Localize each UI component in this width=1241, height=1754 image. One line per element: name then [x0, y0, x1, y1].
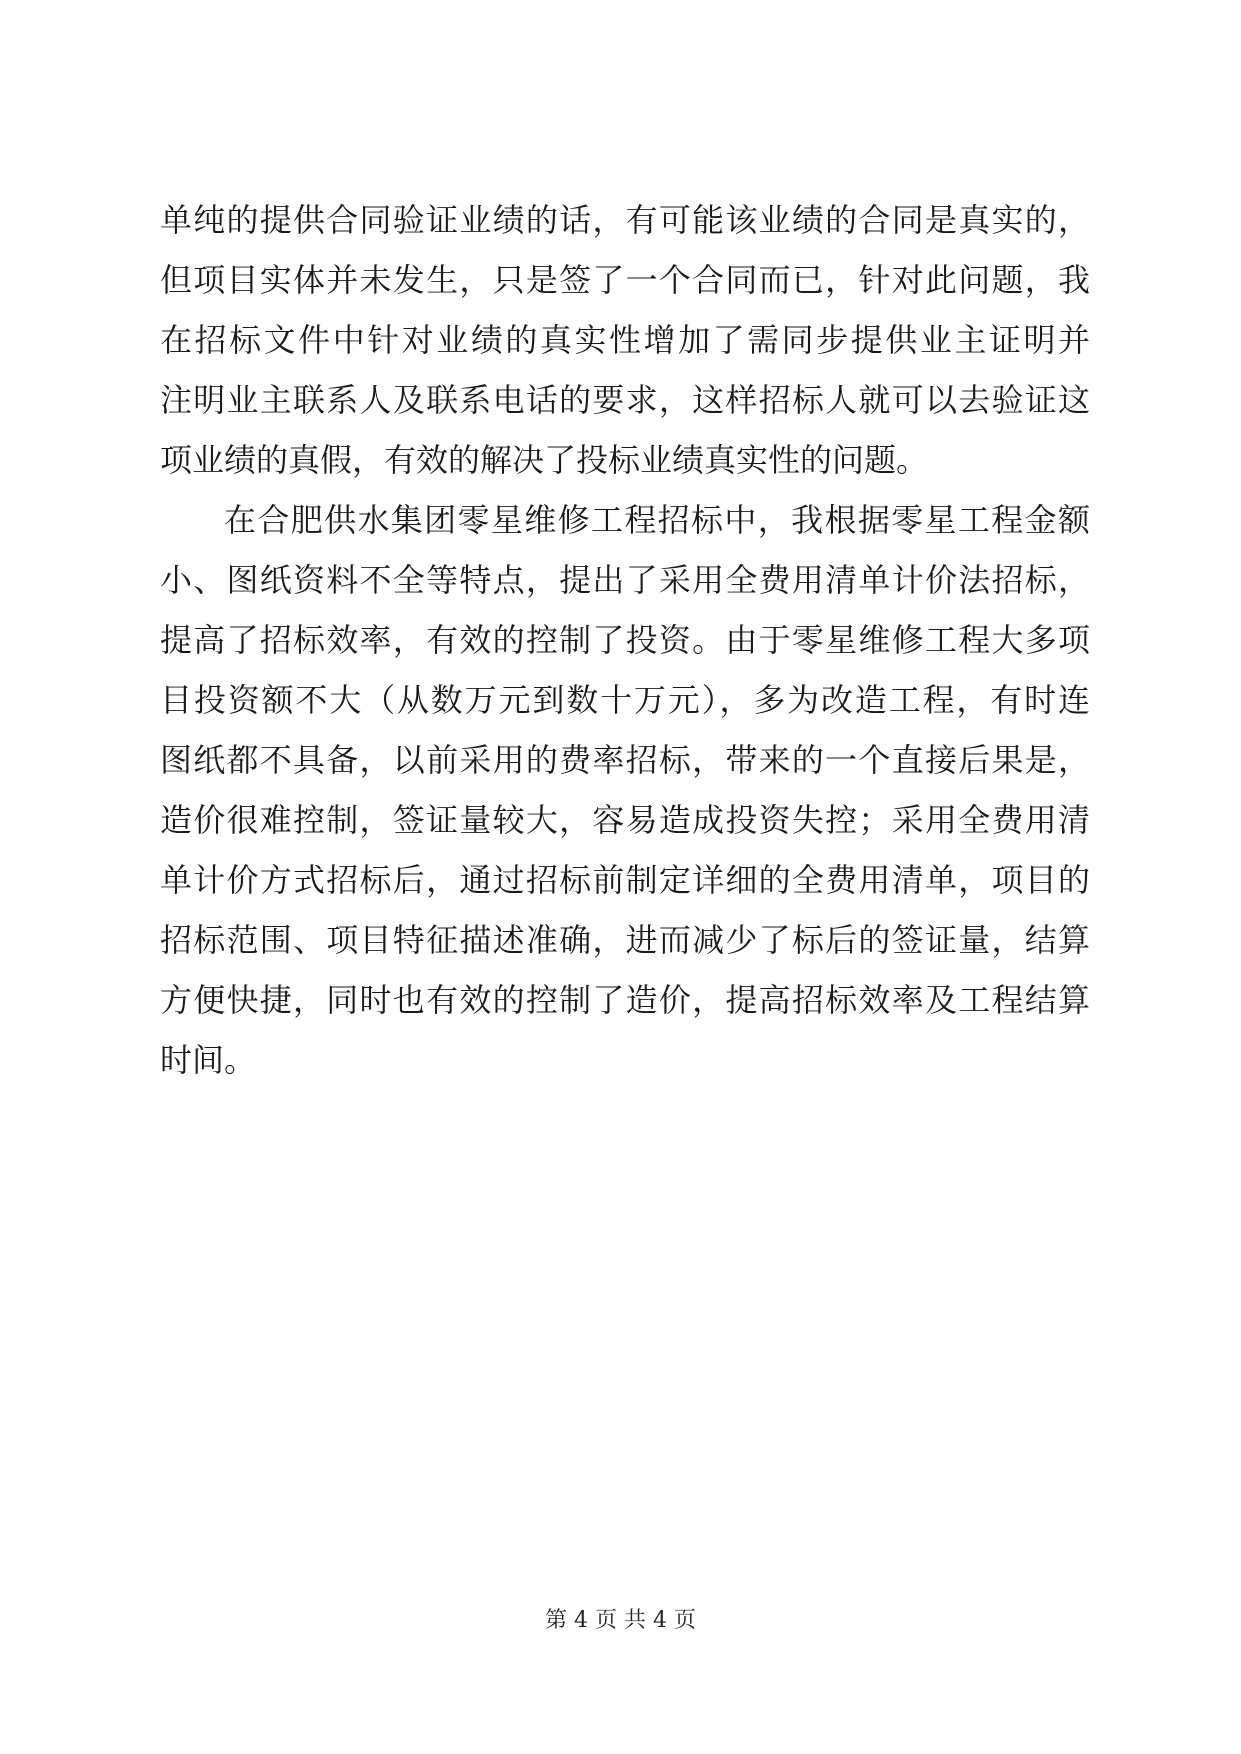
paragraph-1-line-5: 项业绩的真假，有效的解决了投标业绩真实性的问题。 — [160, 441, 929, 479]
paragraph-1-line-3: 在招标文件中针对业绩的真实性增加了需同步提供业主证明并 — [160, 321, 1090, 359]
paragraph-1-line-1: 单纯的提供合同验证业绩的话，有可能该业绩的合同是真实的， — [160, 201, 1090, 239]
paragraph-2-line-1: 在合肥供水集团零星维修工程招标中，我根据零星工程金额 — [224, 501, 1090, 539]
document-body — [160, 200, 1090, 1100]
paragraph-2-line-8: 招标范围、项目特征描述准确，进而减少了标后的签证量，结算 — [160, 921, 1090, 959]
paragraph-1-line-2: 但项目实体并未发生，只是签了一个合同而已，针对此问题，我 — [160, 261, 1090, 299]
paragraph-2-line-6: 造价很难控制，签证量较大，容易造成投资失控；采用全费用清 — [160, 801, 1090, 839]
paragraph-1-line-4: 注明业主联系人及联系电话的要求，这样招标人就可以去验证这 — [160, 381, 1090, 419]
paragraph-2-line-4: 目投资额不大（从数万元到数十万元），多为改造工程，有时连 — [160, 681, 1090, 719]
paragraph-2-line-9: 方便快捷，同时也有效的控制了造价，提高招标效率及工程结算 — [160, 981, 1090, 1019]
page-number-footer: 第 4 页 共 4 页 — [545, 1608, 696, 1633]
paragraph-2-line-7: 单计价方式招标后，通过招标前制定详细的全费用清单，项目的 — [160, 861, 1090, 899]
paragraph-2-line-3: 提高了招标效率，有效的控制了投资。由于零星维修工程大多项 — [160, 621, 1090, 659]
paragraph-2-line-5: 图纸都不具备，以前采用的费率招标，带来的一个直接后果是， — [160, 741, 1090, 779]
paragraph-2-line-10: 时间。 — [160, 1041, 257, 1079]
paragraph-2-line-2: 小、图纸资料不全等特点，提出了采用全费用清单计价法招标， — [160, 561, 1090, 599]
